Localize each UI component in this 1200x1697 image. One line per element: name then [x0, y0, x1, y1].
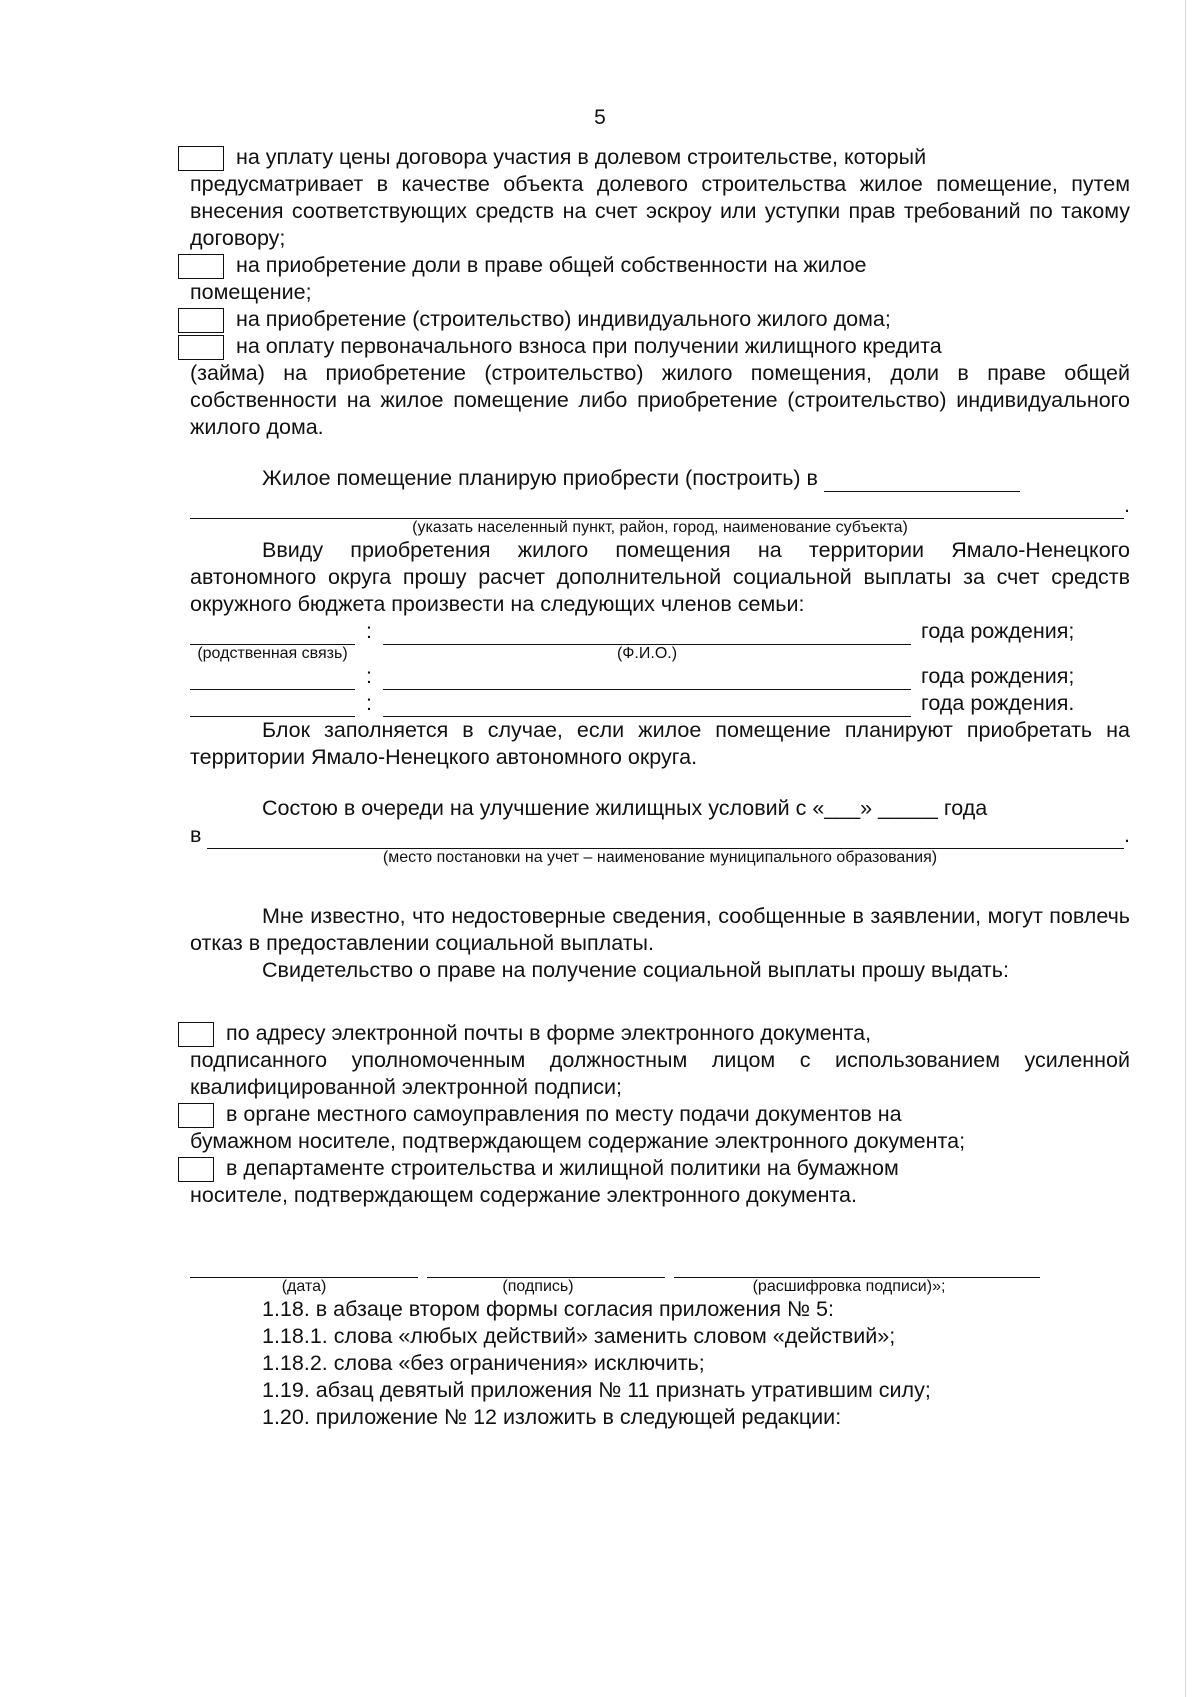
page-edge-shadow: [1185, 0, 1186, 1697]
separator: :: [366, 619, 372, 643]
separator: :: [366, 691, 372, 715]
delivery-option: [190, 1101, 1130, 1155]
purchase-option: [190, 144, 1130, 252]
delivery-options: [190, 1020, 1130, 1209]
plan-caption: (указать населенный пункт, район, город, наименование субъекта): [412, 519, 908, 536]
queue-place-field[interactable]: [207, 826, 1124, 849]
amendment-item: 1.19. абзац девятый приложения № 11 признать утратившим силу;: [262, 1378, 931, 1402]
checkbox[interactable]: [178, 1157, 214, 1182]
delivery-option: [190, 1155, 1130, 1209]
purchase-option: [190, 252, 1130, 306]
checkbox[interactable]: [178, 308, 224, 333]
date-field[interactable]: [190, 1257, 418, 1278]
plan-location-field[interactable]: [824, 469, 1020, 492]
signature-lines: [190, 1257, 1040, 1278]
amendment-item: 1.18.1. слова «любых действий» заменить словом «действий»;: [262, 1324, 896, 1348]
amendments-list: [190, 1296, 1130, 1431]
relation-field[interactable]: [190, 624, 355, 645]
relation-field[interactable]: [190, 669, 355, 690]
fio-caption: (Ф.И.О.): [616, 645, 678, 662]
signature-captions: [190, 1278, 1040, 1296]
option-first-line: на оплату первоначального взноса при получении жилищного кредита: [236, 334, 942, 358]
purchase-option: [190, 333, 1130, 441]
plan-location-row: [190, 465, 1130, 492]
plan-label: Жилое помещение планирую приобрести (построить) в: [262, 466, 818, 490]
checkbox[interactable]: [178, 1103, 214, 1128]
family-row: [190, 690, 1130, 717]
option-first-line: на приобретение доли в праве общей собственности на жилое: [236, 253, 867, 277]
amendment-item: 1.18.2. слова «без ограничения» исключить;: [262, 1351, 705, 1375]
relation-caption: (родственная связь): [197, 645, 348, 662]
checkbox[interactable]: [178, 146, 224, 171]
option-text: носителе, подтверждающем содержание электронного документа.: [190, 1183, 857, 1207]
plan-end-dot: .: [1124, 493, 1130, 517]
option-text: предусматривает в качестве объекта долевого строительства жилое помещение, путем внесения соответствующих средств на счет эскроу или уступки прав требований по такому договору;: [190, 172, 1130, 250]
family-row: [190, 618, 1130, 645]
amendment-item: 1.18. в абзаце втором формы согласия приложения № 5:: [262, 1297, 834, 1321]
fio-field[interactable]: [383, 669, 911, 690]
option-first-line: на приобретение (строительство) индивидуального жилого дома;: [236, 307, 891, 331]
family-row: [190, 663, 1130, 690]
family-intro: Ввиду приобретения жилого помещения на территории Ямало-Ненецкого автономного округа прошу расчет дополнительной социальной выплаты за счет средств окружного бюджета произвести на следующих членов семьи:: [190, 538, 1130, 616]
queue-prefix: в: [190, 823, 202, 847]
page-number: 5: [594, 106, 606, 129]
block-note: Блок заполняется в случае, если жилое помещение планируют приобретать на территории Ямало-Ненецкого автономного округа.: [190, 718, 1130, 769]
purchase-option: [190, 306, 1130, 333]
decode-caption: (расшифровка подписи)»;: [752, 1278, 946, 1295]
option-first-line: на уплату цены договора участия в долевом строительстве, который: [236, 145, 927, 169]
family-captions: [190, 645, 1130, 663]
checkbox[interactable]: [178, 335, 224, 360]
relation-field[interactable]: [190, 696, 355, 717]
birth-year-label: года рождения;: [921, 664, 1075, 688]
signature-field[interactable]: [427, 1257, 665, 1278]
plan-location-row-2: [190, 492, 1130, 519]
option-text: (займа) на приобретение (строительство) жилого помещения, доли в праве общей собственности на жилое помещение либо приобретение (строительство) индивидуального жилого дома.: [190, 361, 1130, 439]
birth-year-label: года рождения;: [921, 619, 1075, 643]
queue-caption: (место постановки на учет – наименование муниципального образования): [382, 849, 938, 866]
fio-field[interactable]: [383, 696, 911, 717]
option-text: подписанного уполномоченным должностным лицом с использованием усиленной квалифицированной электронной подписи;: [190, 1048, 1130, 1099]
plan-location-field-2[interactable]: [190, 496, 1124, 519]
sign-caption: (подпись): [502, 1278, 574, 1295]
queue-line: Состою в очереди на улучшение жилищных условий с «___» _____ года: [262, 796, 988, 820]
queue-place-row: [190, 822, 1130, 849]
option-text: помещение;: [190, 280, 312, 304]
option-first-line: в органе местного самоуправления по месту подачи документов на: [226, 1102, 902, 1126]
awareness-statement: Мне известно, что недостоверные сведения, сообщенные в заявлении, могут повлечь отказ в предоставлении социальной выплаты.: [190, 904, 1130, 955]
queue-end-dot: .: [1124, 823, 1130, 847]
checkbox[interactable]: [178, 1022, 214, 1047]
checkbox[interactable]: [178, 254, 224, 279]
option-first-line: в департаменте строительства и жилищной политики на бумажном: [226, 1156, 899, 1180]
delivery-option: [190, 1020, 1130, 1101]
date-caption: (дата): [281, 1278, 327, 1295]
option-text: бумажном носителе, подтверждающем содержание электронного документа;: [190, 1129, 966, 1153]
option-first-line: по адресу электронной почты в форме электронного документа,: [226, 1021, 872, 1045]
fio-field[interactable]: [383, 624, 911, 645]
birth-year-label: года рождения.: [921, 691, 1075, 715]
form-body: [190, 144, 1130, 1431]
certificate-intro: Свидетельство о праве на получение социальной выплаты прошу выдать:: [262, 958, 1009, 982]
purchase-options: [190, 144, 1130, 441]
signature-decode-field[interactable]: [674, 1257, 1040, 1278]
amendment-item: 1.20. приложение № 12 изложить в следующей редакции:: [262, 1405, 842, 1429]
separator: :: [366, 664, 372, 688]
